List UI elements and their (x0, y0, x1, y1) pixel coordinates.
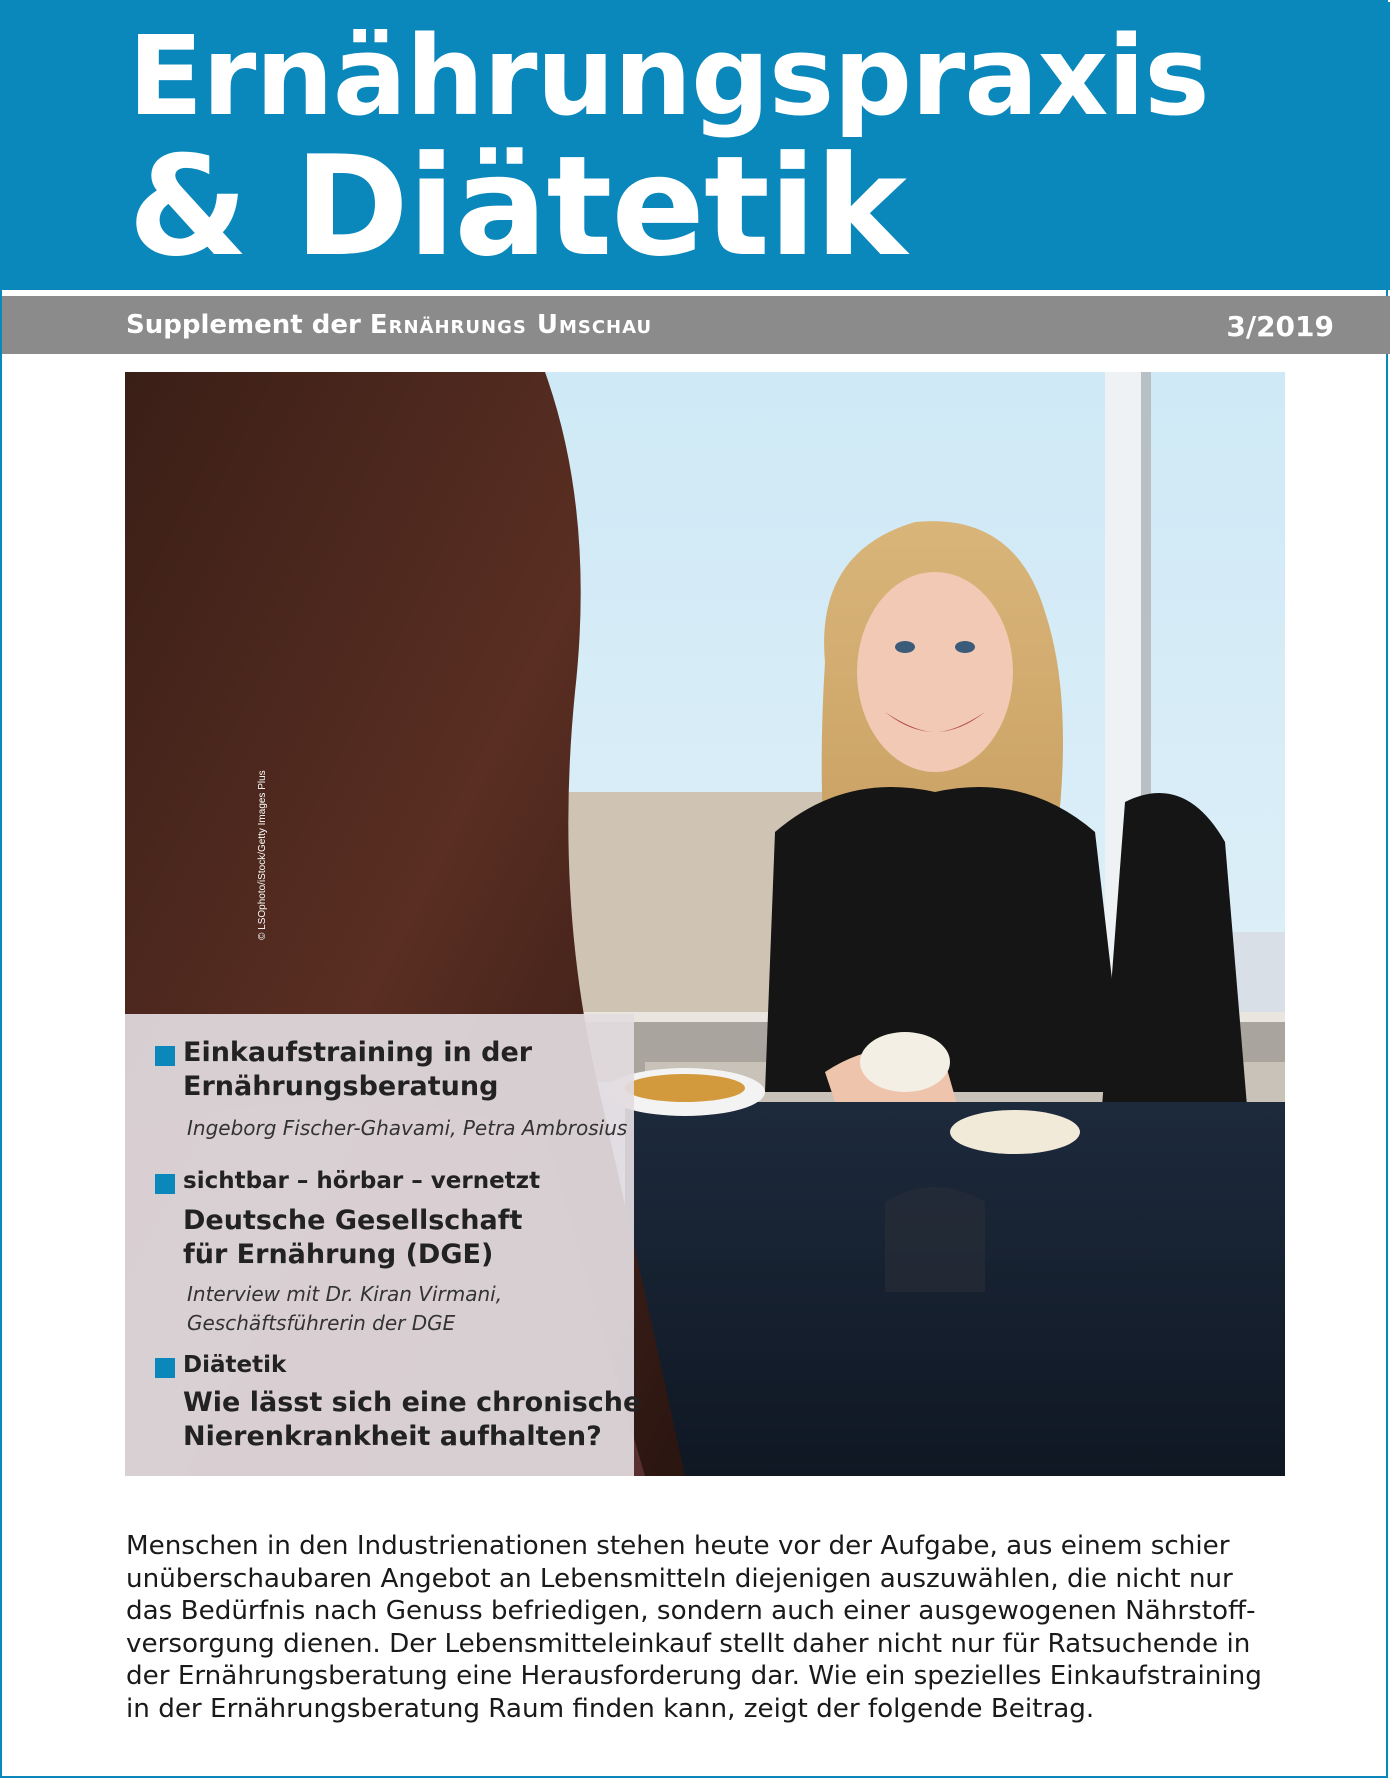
toc-author-line: Geschäftsführerin der DGE (187, 1311, 456, 1335)
food-sample (860, 1032, 950, 1092)
journal-title-line2: & Diätetik (128, 126, 906, 287)
toc-title-line: Deutsche Gesellschaft (183, 1205, 523, 1236)
toc-item-3-section: Diätetik (183, 1352, 287, 1378)
intro-line: versorgung dienen. Der Lebensmitteleinkauf stellt daher nicht nur für Ratsuchende in (126, 1628, 1251, 1659)
toc-item-3-title (183, 1386, 641, 1454)
toc-item-2-section: sichtbar – hörbar – vernetzt (183, 1168, 541, 1194)
toc-item-2-title (183, 1204, 522, 1272)
issue-number: 3/2019 (1226, 310, 1334, 343)
toc-author-line: Ingeborg Fischer-Ghavami, Petra Ambrosius (187, 1116, 628, 1140)
toc-title-line: Ernährungsberatung (183, 1071, 499, 1102)
toc-item-2-author (187, 1280, 502, 1338)
counselor-body (765, 787, 1125, 1092)
intro-line: Menschen in den Industrienationen stehen heute vor der Aufgabe, aus einem schier (126, 1531, 1230, 1561)
table-of-contents (125, 1014, 642, 1476)
supplement-name: Ernährungs Umschau (369, 310, 653, 340)
masthead (2, 2, 1390, 290)
journal-title-line1: Ernährungspraxis (128, 12, 1209, 140)
intro-line: unüberschaubaren Angebot an Lebensmitteln diejenigen auszuwählen, die nicht nur (126, 1563, 1233, 1594)
supplement-bar (2, 296, 1390, 354)
toc-bullet-square (155, 1174, 175, 1194)
food-sample-desk (950, 1110, 1080, 1154)
toc-title-line: für Ernährung (DGE) (183, 1239, 494, 1270)
toc-author-line: Interview mit Dr. Kiran Virmani, (187, 1282, 503, 1306)
supplement-prefix: Supplement der (126, 310, 370, 340)
intro-paragraph (126, 1530, 1286, 1725)
toc-title-line: Wie lässt sich eine chronische (183, 1387, 642, 1418)
toc-title-line: Nierenkrankheit aufhalten? (183, 1421, 602, 1452)
intro-line: der Ernährungsberatung eine Herausforderung dar. Wie ein spezielles Einkaufstraining (126, 1661, 1262, 1691)
supplement-label (126, 310, 652, 340)
toc-bullet-square (155, 1046, 175, 1066)
toc-item-1-title (183, 1036, 532, 1104)
photo-credit: © LSOphoto/iStock/Getty Images Plus (257, 770, 268, 940)
counselor-face (857, 572, 1013, 772)
intro-line: das Bedürfnis nach Genuss befriedigen, sondern auch einer ausgewogenen Nährstoff- (126, 1596, 1256, 1626)
toc-bullet-square (155, 1358, 175, 1378)
toc-title-line: Einkaufstraining in der (183, 1037, 533, 1068)
intro-line: in der Ernährungsberatung Raum finden kann, zeigt der folgende Beitrag. (126, 1693, 1095, 1724)
toc-item-1-author (187, 1114, 627, 1143)
